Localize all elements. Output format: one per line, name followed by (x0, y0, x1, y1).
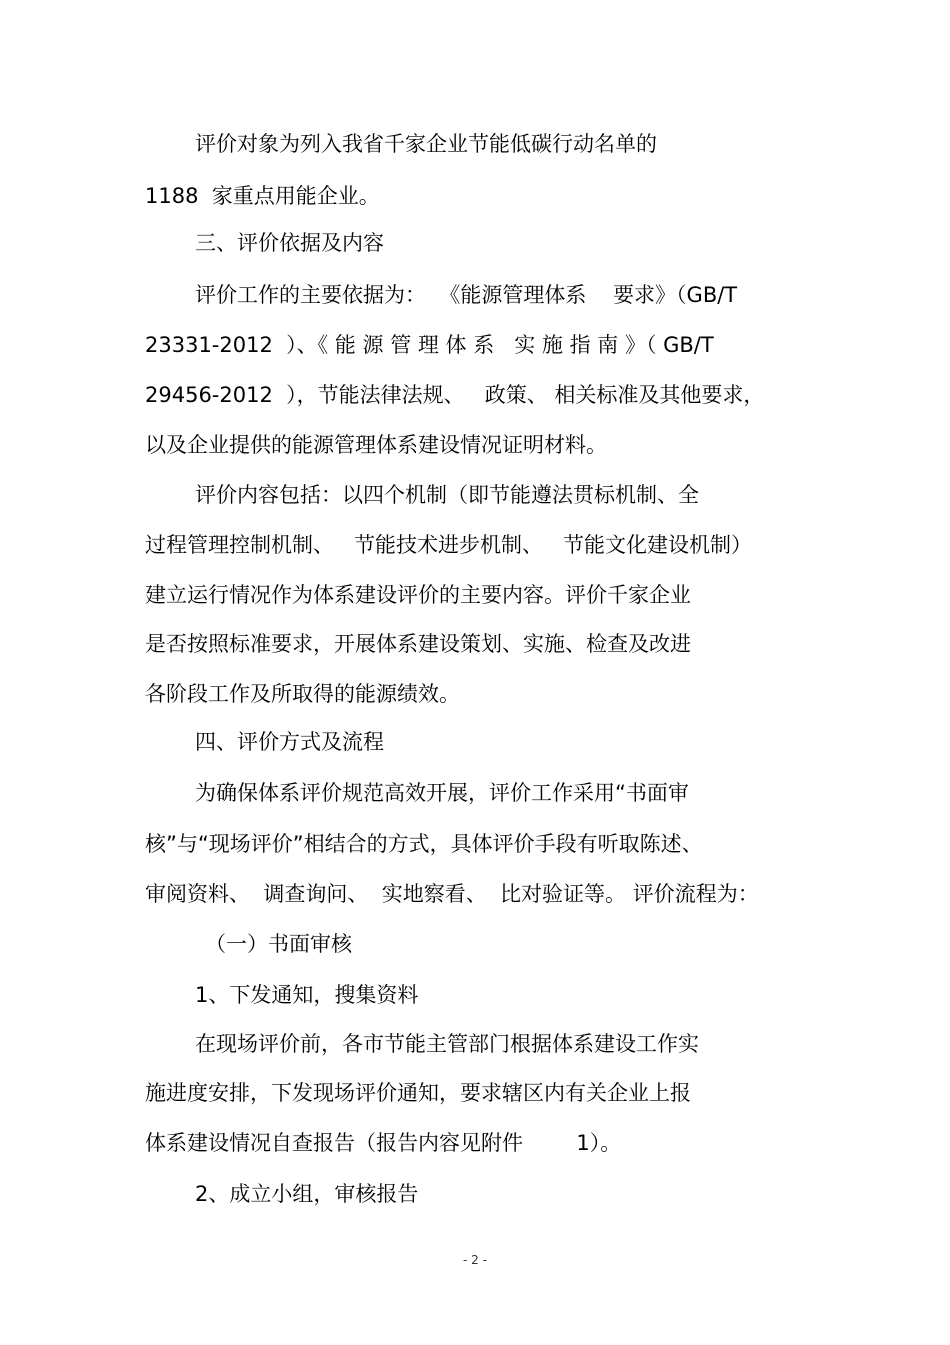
paragraph-line: 是否按照标准要求，开展体系建设策划、实施、检查及改进 (145, 632, 691, 656)
paragraph-line: 评价对象为列入我省千家企业节能低碳行动名单的 (195, 132, 657, 156)
paragraph-line: 为确保体系评价规范高效开展，评价工作采用“书面审 (195, 781, 689, 805)
paragraph-line: 建立运行情况作为体系建设评价的主要内容。评价千家企业 (145, 583, 691, 607)
paragraph-line: 29456-2012 ），节能法律法规、 政策、 相关标准及其他要求， (145, 383, 765, 407)
paragraph-line: 体系建设情况自查报告（报告内容见附件 1）。 (145, 1131, 622, 1155)
paragraph-line: 以及企业提供的能源管理体系建设情况证明材料。 (145, 433, 607, 457)
paragraph-line: 施进度安排，下发现场评价通知，要求辖区内有关企业上报 (145, 1081, 691, 1105)
paragraph-line: 审阅资料、 调查询问、 实地察看、 比对验证等。 评价流程为： (145, 882, 759, 906)
paragraph-line: 各阶段工作及所取得的能源绩效。 (145, 682, 460, 706)
paragraph-line: 核”与“现场评价”相结合的方式，具体评价手段有听取陈述、 (145, 832, 703, 856)
page-number: - 2 - (463, 1253, 487, 1267)
paragraph-line: 在现场评价前，各市节能主管部门根据体系建设工作实 (195, 1032, 699, 1056)
paragraph-line: 23331-2012 ）、《 能 源 管 理 体 系 实 施 指 南 》（ GB/T (145, 333, 714, 357)
subsection-heading: 2、成立小组，审核报告 (195, 1182, 419, 1206)
paragraph-line: 评价工作的主要依据为： 《能源管理体系 要求》（GB/T (195, 283, 738, 307)
subsection-heading: 1、下发通知，搜集资料 (195, 983, 419, 1007)
paragraph-line: 1188 家重点用能企业。 (145, 184, 380, 208)
section-heading: 三、评价依据及内容 (195, 231, 384, 255)
section-heading: 四、评价方式及流程 (195, 730, 384, 754)
subsection-heading: （一）书面审核 (205, 932, 352, 956)
paragraph-line: 过程管理控制机制、 节能技术进步机制、 节能文化建设机制） (145, 533, 753, 557)
paragraph-line: 评价内容包括：以四个机制（即节能遵法贯标机制、全 (195, 483, 699, 507)
